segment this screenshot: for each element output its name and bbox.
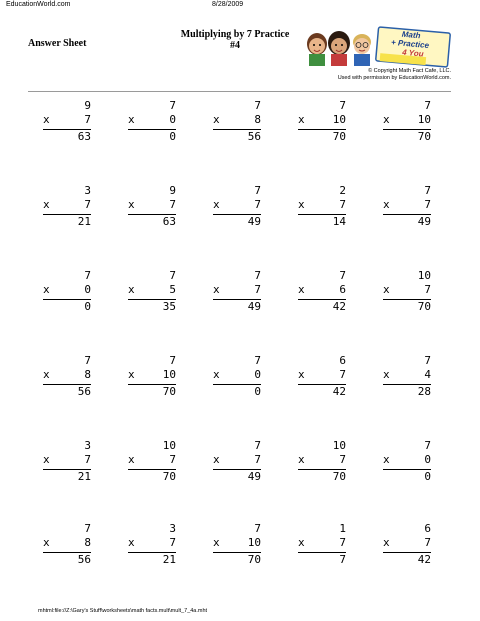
answer-sheet-label: Answer Sheet [28,38,87,49]
multiplicand-row [383,269,431,283]
problem-3-5 [383,269,431,314]
multiplicand: 7 [169,354,176,367]
times-sign: x [298,113,305,126]
multiplicand-row [43,439,91,453]
problem-1-1 [43,99,91,144]
multiplier-row [298,368,346,382]
product-answer: 0 [424,470,431,483]
multiplier: 7 [339,453,346,466]
multiplier-row [298,113,346,127]
multiplicand: 7 [254,269,261,282]
multiplier: 7 [169,536,176,549]
multiplier-row [298,453,346,467]
multiplier-row [383,113,431,127]
copyright-notice [338,68,451,81]
problem-2-5 [383,184,431,229]
multiplier: 7 [424,283,431,296]
multiplier-row [298,536,346,550]
multiplicand: 7 [84,354,91,367]
multiplicand-row [298,269,346,283]
times-sign: x [43,113,50,126]
times-sign: x [213,368,220,381]
multiplicand-row [43,99,91,113]
problem-2-3 [213,184,261,229]
problem-4-4 [298,354,346,399]
multiplicand: 7 [424,184,431,197]
product-answer: 70 [247,553,261,566]
multiplicand-row [43,522,91,536]
product-answer: 42 [332,385,346,398]
print-date: 8/28/2009 [212,1,244,8]
times-sign: x [383,113,390,126]
times-sign: x [43,536,50,549]
multiplicand: 7 [169,99,176,112]
times-sign: x [383,198,390,211]
product-answer: 63 [162,215,176,228]
multiplicand: 7 [84,522,91,535]
times-sign: x [43,368,50,381]
multiplier: 8 [254,113,261,126]
times-sign: x [43,283,50,296]
multiplier-row [298,283,346,297]
multiplier: 7 [254,283,261,296]
problem-4-1 [43,354,91,399]
multiplier: 7 [339,198,346,211]
problem-5-5 [383,439,431,484]
multiplicand: 3 [84,184,91,197]
problem-6-3 [213,522,261,567]
problem-6-4 [298,522,346,567]
site-name: EducationWorld.com [6,1,71,8]
problem-4-2 [128,354,176,399]
times-sign: x [128,453,135,466]
product-answer: 21 [77,215,91,228]
times-sign: x [213,113,220,126]
multiplier-row [128,113,176,127]
multiplicand-row [128,354,176,368]
multiplier-row [383,453,431,467]
multiplicand-row [298,184,346,198]
multiplier-row [43,113,91,127]
product-answer: 28 [417,385,431,398]
product-answer: 49 [417,215,431,228]
problem-1-5 [383,99,431,144]
times-sign: x [128,198,135,211]
multiplier: 4 [424,368,431,381]
multiplicand-row [213,522,261,536]
product-answer: 49 [247,300,261,313]
multiplicand-row [213,184,261,198]
product-answer: 56 [77,553,91,566]
times-sign: x [298,198,305,211]
multiplicand-row [298,354,346,368]
multiplicand: 7 [339,99,346,112]
times-sign: x [128,283,135,296]
multiplier: 7 [424,536,431,549]
multiplier-row [43,368,91,382]
multiplier: 10 [417,113,431,126]
times-sign: x [298,368,305,381]
product-answer: 21 [162,553,176,566]
multiplicand: 10 [162,439,176,452]
problem-4-5 [383,354,431,399]
multiplier-row [128,536,176,550]
times-sign: x [43,198,50,211]
multiplier-row [128,283,176,297]
product-answer: 56 [247,130,261,143]
multiplier-row [128,453,176,467]
multiplicand: 1 [339,522,346,535]
page-header-bar [6,1,474,11]
multiplier: 7 [169,198,176,211]
multiplicand-row [383,354,431,368]
multiplicand-row [383,99,431,113]
multiplier: 10 [332,113,346,126]
multiplicand-row [43,269,91,283]
product-answer: 7 [339,553,346,566]
problem-2-4 [298,184,346,229]
multiplicand: 6 [424,522,431,535]
times-sign: x [43,453,50,466]
multiplier: 10 [162,368,176,381]
times-sign: x [213,198,220,211]
multiplier-row [213,453,261,467]
problem-1-2 [128,99,176,144]
multiplicand: 10 [332,439,346,452]
multiplier-row [43,198,91,212]
times-sign: x [128,113,135,126]
problem-4-3 [213,354,261,399]
multiplicand-row [128,269,176,283]
problem-1-4 [298,99,346,144]
multiplicand: 3 [169,522,176,535]
product-answer: 70 [417,300,431,313]
math-practice-logo [303,26,453,68]
problem-3-1 [43,269,91,314]
multiplicand-row [128,184,176,198]
multiplicand-row [383,522,431,536]
multiplicand: 9 [84,99,91,112]
multiplier-row [43,453,91,467]
product-answer: 49 [247,215,261,228]
times-sign: x [298,283,305,296]
product-answer: 70 [162,470,176,483]
multiplicand: 3 [84,439,91,452]
times-sign: x [383,283,390,296]
multiplicand: 7 [424,354,431,367]
multiplier-row [128,198,176,212]
multiplier: 5 [169,283,176,296]
problem-5-4 [298,439,346,484]
multiplier: 0 [84,283,91,296]
times-sign: x [213,536,220,549]
multiplicand: 7 [339,269,346,282]
multiplicand-row [298,439,346,453]
times-sign: x [383,536,390,549]
times-sign: x [128,536,135,549]
multiplicand-row [213,354,261,368]
multiplier-row [213,113,261,127]
multiplicand-row [213,99,261,113]
multiplier: 7 [254,453,261,466]
problem-5-1 [43,439,91,484]
multiplicand: 7 [424,99,431,112]
problem-6-1 [43,522,91,567]
multiplicand: 7 [254,99,261,112]
title-line-1: Multiplying by 7 Practice [180,29,290,40]
logo-text-line-3: 4 You [401,47,424,59]
multiplier-row [213,283,261,297]
multiplier: 7 [84,113,91,126]
multiplier-row [43,283,91,297]
product-answer: 14 [332,215,346,228]
multiplicand-row [43,184,91,198]
worksheet-title [160,29,310,51]
logo-text [384,28,450,60]
product-answer: 0 [254,385,261,398]
product-answer: 56 [77,385,91,398]
multiplier: 0 [424,453,431,466]
multiplicand: 9 [169,184,176,197]
product-answer: 70 [162,385,176,398]
multiplier: 7 [84,198,91,211]
multiplier-row [383,368,431,382]
product-answer: 70 [417,130,431,143]
product-answer: 49 [247,470,261,483]
multiplier: 7 [339,536,346,549]
copyright-line-1: © Copyright Math Fact Cafe, LLC. [368,68,451,74]
multiplier: 0 [254,368,261,381]
multiplier-row [383,198,431,212]
multiplier: 8 [84,368,91,381]
multiplicand: 7 [169,269,176,282]
times-sign: x [298,453,305,466]
product-answer: 0 [84,300,91,313]
multiplier-row [383,283,431,297]
multiplicand: 7 [424,439,431,452]
multiplicand-row [298,99,346,113]
problem-6-5 [383,522,431,567]
multiplicand: 2 [339,184,346,197]
multiplicand-row [298,522,346,536]
product-answer: 63 [77,130,91,143]
multiplicand-row [128,522,176,536]
times-sign: x [298,536,305,549]
title-line-2: #4 [230,40,240,51]
product-answer: 21 [77,470,91,483]
multiplier: 6 [339,283,346,296]
problem-3-4 [298,269,346,314]
multiplicand: 7 [254,522,261,535]
multiplicand: 7 [254,439,261,452]
multiplier: 10 [247,536,261,549]
problem-3-2 [128,269,176,314]
product-answer: 42 [332,300,346,313]
multiplier-row [128,368,176,382]
multiplicand-row [213,439,261,453]
product-answer: 35 [162,300,176,313]
multiplier: 7 [339,368,346,381]
multiplier: 7 [254,198,261,211]
problem-1-3 [213,99,261,144]
times-sign: x [383,453,390,466]
multiplicand-row [383,439,431,453]
multiplier-row [383,536,431,550]
multiplier-row [213,536,261,550]
multiplicand-row [128,439,176,453]
multiplier-row [213,368,261,382]
multiplier-row [43,536,91,550]
product-answer: 70 [332,470,346,483]
multiplier: 7 [169,453,176,466]
problem-5-3 [213,439,261,484]
multiplier: 7 [424,198,431,211]
multiplicand: 10 [417,269,431,282]
logo-text-line-1: Math [401,29,421,41]
problem-2-1 [43,184,91,229]
product-answer: 70 [332,130,346,143]
product-answer: 42 [417,553,431,566]
problem-2-2 [128,184,176,229]
multiplicand: 7 [84,269,91,282]
multiplier: 8 [84,536,91,549]
times-sign: x [383,368,390,381]
copyright-line-2: Used with permission by EducationWorld.com. [337,74,451,81]
logo-text-line-2: + Practice [390,37,430,51]
multiplicand-row [383,184,431,198]
header-divider [28,91,451,92]
multiplier-row [298,198,346,212]
multiplier: 0 [169,113,176,126]
multiplicand-row [213,269,261,283]
problem-5-2 [128,439,176,484]
multiplicand: 6 [339,354,346,367]
multiplicand-row [128,99,176,113]
multiplier-row [213,198,261,212]
multiplicand-row [43,354,91,368]
problem-3-3 [213,269,261,314]
times-sign: x [213,453,220,466]
multiplier: 7 [84,453,91,466]
times-sign: x [213,283,220,296]
footer-file-path: mhtml:file://Z:\Gary's Stuff\worksheets\math facts.mult\mult_7_4a.mht [38,608,208,614]
times-sign: x [128,368,135,381]
multiplicand: 7 [254,354,261,367]
product-answer: 0 [169,130,176,143]
problem-6-2 [128,522,176,567]
multiplicand: 7 [254,184,261,197]
